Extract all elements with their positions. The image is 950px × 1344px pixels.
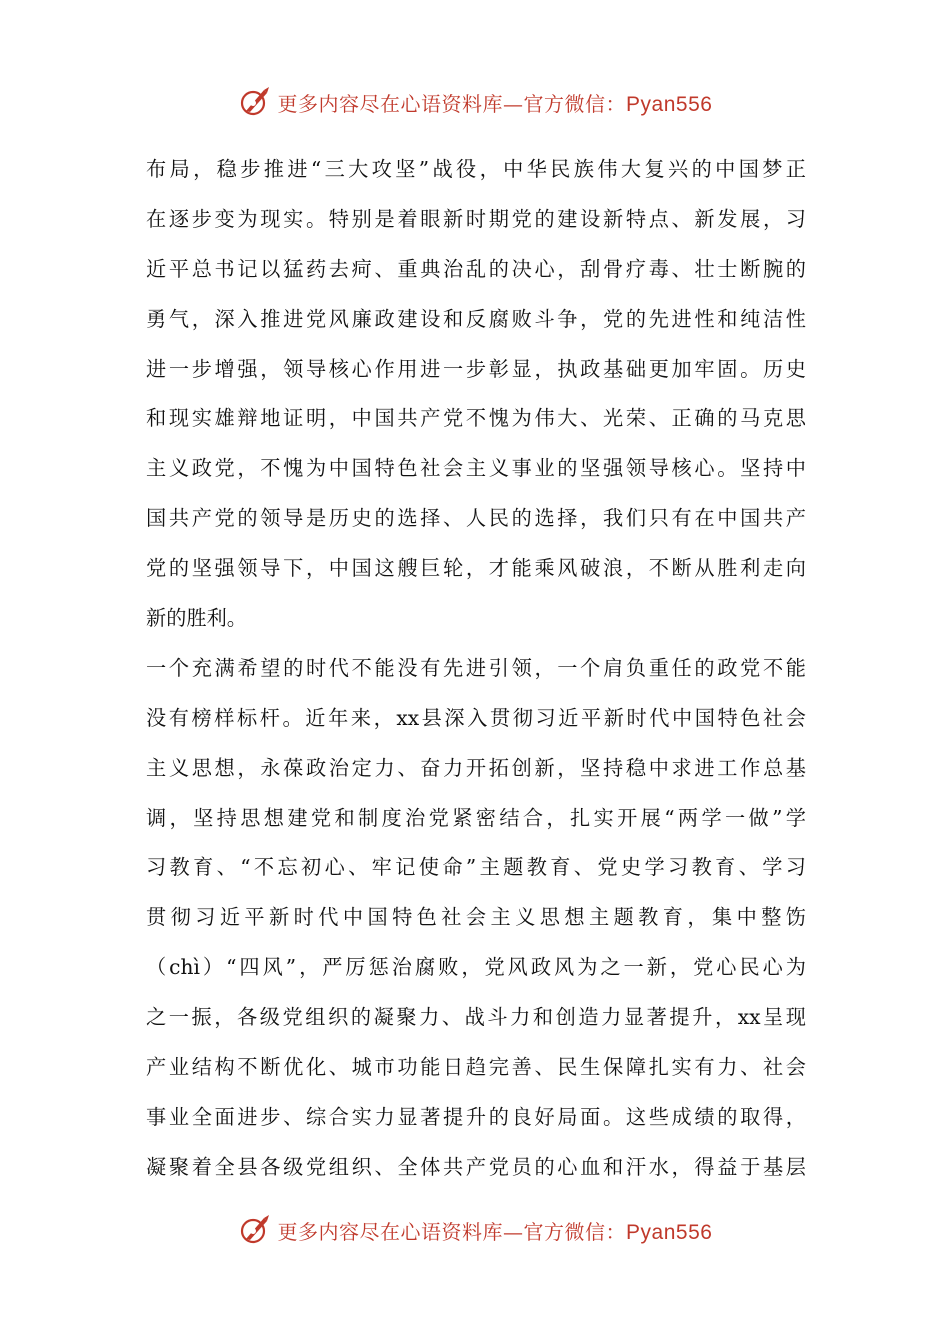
text-line: 进一步增强，领导核心作用进一步彰显，执政基础更加牢固。历史	[146, 356, 806, 381]
text-line: 布局，稳步推进“三大攻坚”战役，中华民族伟大复兴的中国梦正	[146, 157, 806, 181]
header-watermark-handle: Pyan556	[626, 92, 713, 116]
header-watermark-text	[278, 88, 713, 117]
document-body	[146, 145, 806, 1193]
text-line: 国共产党的领导是历史的选择、人民的选择，我们只有在中国共产	[146, 506, 806, 531]
text-line: 在逐步变为现实。特别是着眼新时期党的建设新特点、新发展，习	[146, 206, 806, 231]
text-line: 近平总书记以猛药去疴、重典治乱的决心，刮骨疗毒、壮士断腕的	[146, 256, 806, 281]
text-line: 勇气，深入推进党风廉政建设和反腐败斗争，党的先进性和纯洁性	[146, 306, 806, 331]
text-line: 凝聚着全县各级党组织、全体共产党员的心血和汗水，得益于基层	[146, 1154, 806, 1179]
text-line: 没有榜样标杆。近年来，xx县深入贯彻习近平新时代中国特色社会	[146, 705, 806, 730]
text-line: 习教育、“不忘初心、牢记使命”主题教育、党史学习教育、学习	[146, 855, 806, 880]
text-line: 党的坚强领导下，中国这艘巨轮，才能乘风破浪，不断从胜利走向	[146, 556, 806, 581]
text-line: （chì）“四风”，严厉惩治腐败，党风政风为之一新，党心民心为	[146, 955, 806, 980]
footer-watermark	[0, 1210, 950, 1250]
header-watermark	[0, 82, 950, 122]
text-line: 事业全面进步、综合实力显著提升的良好局面。这些成绩的取得，	[146, 1104, 806, 1129]
text-line: 新的胜利。	[146, 606, 247, 631]
quill-logo-icon	[238, 85, 272, 119]
text-line: 产业结构不断优化、城市功能日趋完善、民生保障扎实有力、社会	[146, 1055, 806, 1080]
quill-logo-icon	[238, 1213, 272, 1247]
text-line: 一个充满希望的时代不能没有先进引领，一个肩负重任的政党不能	[146, 655, 806, 680]
footer-watermark-text	[278, 1216, 713, 1245]
text-line: 贯彻习近平新时代中国特色社会主义思想主题教育，集中整饬	[146, 905, 806, 930]
header-watermark-label: 更多内容尽在心语资料库—官方微信：	[277, 91, 627, 116]
footer-watermark-handle: Pyan556	[626, 1220, 713, 1244]
text-line: 主义思想，永葆政治定力、奋力开拓创新，坚持稳中求进工作总基	[146, 755, 806, 780]
text-line: 调，坚持思想建党和制度治党紧密结合，扎实开展“两学一做”学	[146, 805, 806, 830]
text-line: 主义政党，不愧为中国特色社会主义事业的坚强领导核心。坚持中	[146, 456, 806, 481]
text-line: 之一振，各级党组织的凝聚力、战斗力和创造力显著提升，xx呈现	[146, 1005, 806, 1030]
footer-watermark-label: 更多内容尽在心语资料库—官方微信：	[277, 1219, 627, 1244]
text-line: 和现实雄辩地证明，中国共产党不愧为伟大、光荣、正确的马克思	[146, 406, 806, 431]
